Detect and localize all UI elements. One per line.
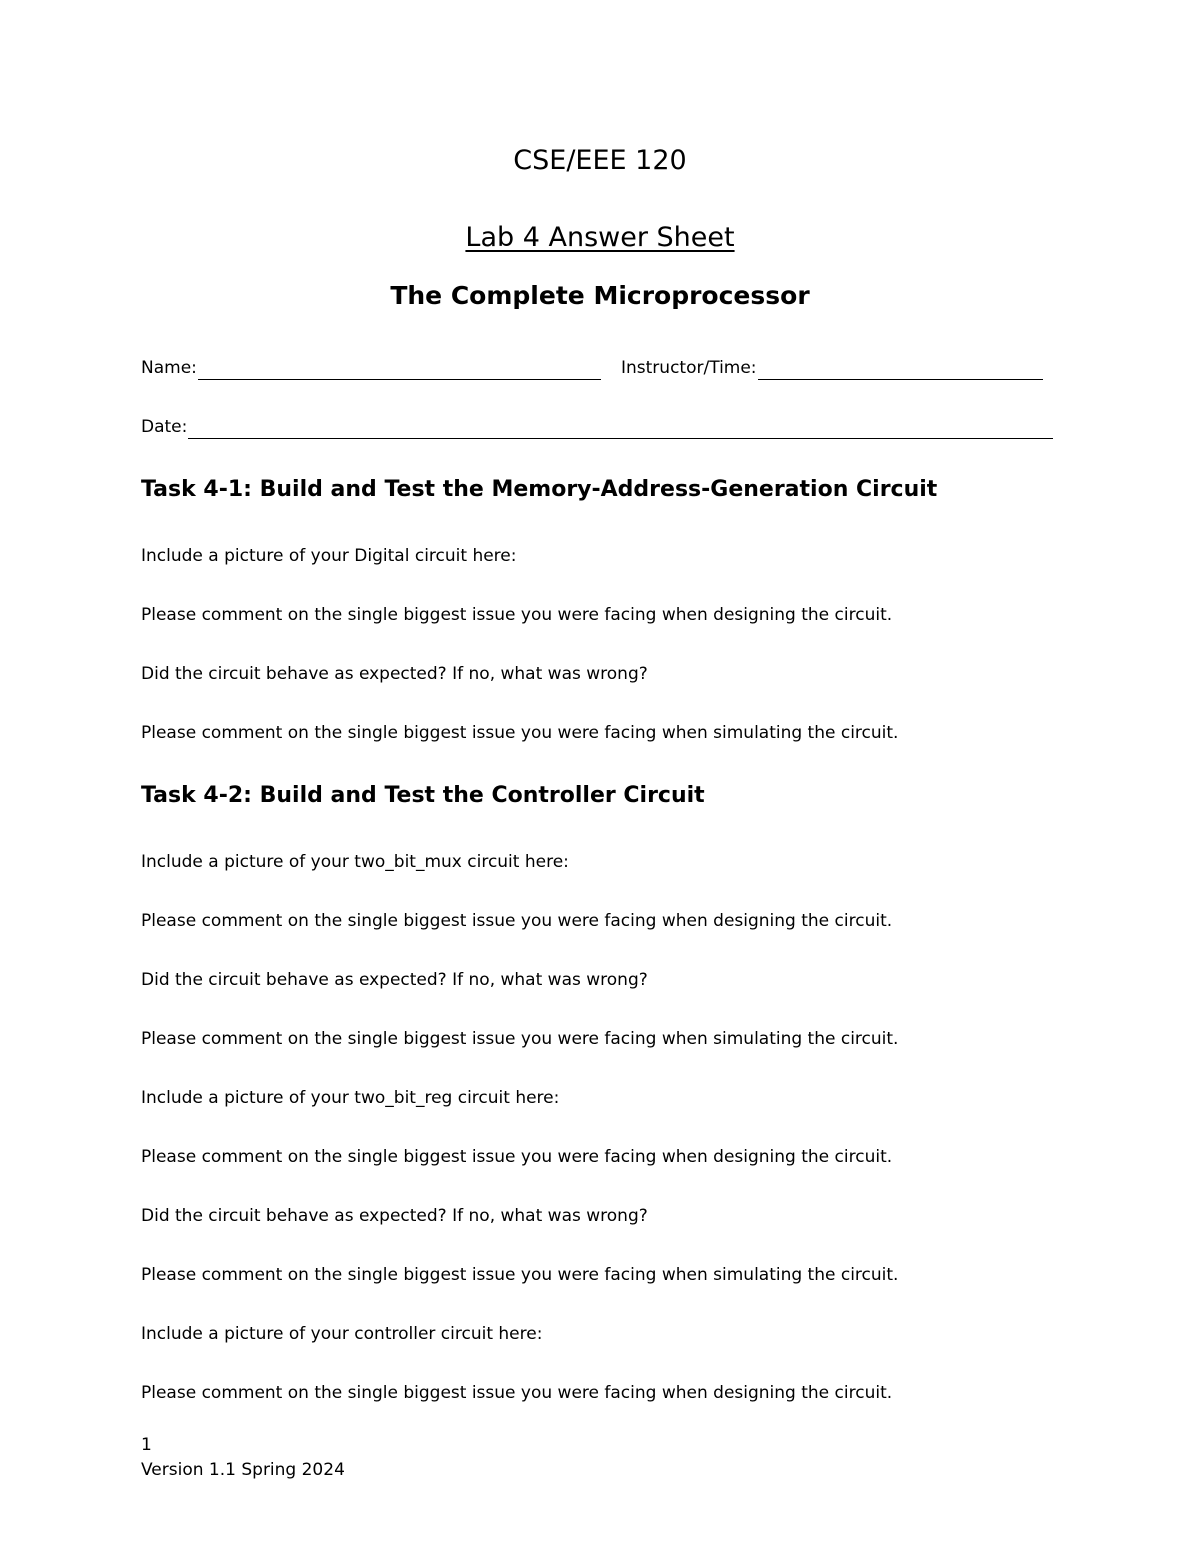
task-4-2-prompt-mux-behavior: Did the circuit behave as expected? If no, what was wrong?: [141, 970, 648, 990]
task-4-2-prompt-reg-design-issue: Please comment on the single biggest issue you were facing when designing the circuit.: [141, 1147, 893, 1167]
task-4-2-prompt-mux-simulation-issue: Please comment on the single biggest issue you were facing when simulating the circuit.: [141, 1029, 899, 1049]
document-subtitle: The Complete Microprocessor: [390, 281, 810, 310]
instructor-time-label: Instructor/Time:: [621, 358, 757, 378]
task-4-1-prompt-simulation-issue: Please comment on the single biggest issue you were facing when simulating the circuit.: [141, 723, 899, 743]
task-4-1-heading: Task 4-1: Build and Test the Memory-Address-Generation Circuit: [141, 477, 938, 502]
task-4-2-prompt-reg-behavior: Did the circuit behave as expected? If no, what was wrong?: [141, 1206, 648, 1226]
page-number: 1: [141, 1435, 152, 1455]
course-title: CSE/EEE 120: [513, 145, 687, 176]
version-footer: Version 1.1 Spring 2024: [141, 1460, 345, 1480]
task-4-2-prompt-mux-design-issue: Please comment on the single biggest issue you were facing when designing the circuit.: [141, 911, 893, 931]
task-4-2-prompt-mux-picture: Include a picture of your two_bit_mux circuit here:: [141, 852, 569, 872]
lab-title: Lab 4 Answer Sheet: [465, 222, 735, 253]
date-label: Date:: [141, 417, 188, 437]
date-blank-line[interactable]: [188, 421, 1053, 439]
instructor-time-blank-line[interactable]: [758, 362, 1043, 380]
name-field[interactable]: [141, 356, 601, 380]
task-4-2-prompt-reg-simulation-issue: Please comment on the single biggest issue you were facing when simulating the circuit.: [141, 1265, 899, 1285]
task-4-1-prompt-design-issue: Please comment on the single biggest issue you were facing when designing the circuit.: [141, 605, 893, 625]
name-label: Name:: [141, 358, 197, 378]
name-blank-line[interactable]: [198, 362, 601, 380]
task-4-2-heading: Task 4-2: Build and Test the Controller Circuit: [141, 783, 705, 808]
date-field[interactable]: [141, 415, 1053, 439]
task-4-2-prompt-controller-picture: Include a picture of your controller circuit here:: [141, 1324, 543, 1344]
instructor-time-field[interactable]: [621, 356, 1043, 380]
task-4-2-prompt-reg-picture: Include a picture of your two_bit_reg circuit here:: [141, 1088, 560, 1108]
task-4-2-prompt-controller-design-issue: Please comment on the single biggest issue you were facing when designing the circuit.: [141, 1383, 893, 1403]
lab-title-wrapper: [0, 220, 1200, 256]
task-4-1-prompt-picture: Include a picture of your Digital circuit here:: [141, 546, 517, 566]
task-4-1-prompt-behavior: Did the circuit behave as expected? If no, what was wrong?: [141, 664, 648, 684]
